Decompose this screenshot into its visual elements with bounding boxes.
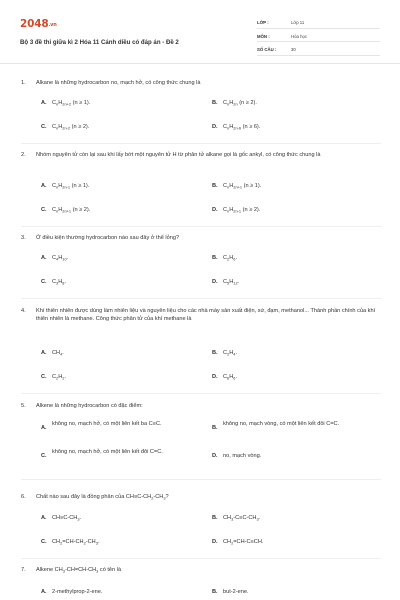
option-text: $C_3H_8$. — [52, 279, 67, 286]
option-letter: D. — [212, 374, 218, 380]
option-b[interactable] — [212, 421, 372, 433]
option-text: $C_5H_{12}$. — [223, 279, 240, 286]
question-divider — [21, 226, 381, 227]
question-stem — [21, 494, 381, 502]
option-letter: B. — [212, 255, 218, 261]
option-letter: C. — [41, 207, 47, 213]
meta-key: SỐ CÂU : — [257, 47, 277, 53]
question-text: Alkane là những hydrocarbon no, mạch hở, có công thức chung là — [36, 80, 201, 86]
option-d[interactable] — [212, 374, 382, 382]
option-letter: C. — [41, 374, 47, 380]
option-letter: B. — [212, 100, 218, 106]
option-letter: A. — [41, 350, 47, 356]
option-d[interactable] — [212, 539, 382, 547]
option-text: $CH_2=CH-CH_2-CH_3$. — [52, 539, 100, 546]
option-letter: D. — [212, 539, 218, 545]
meta-row-grade — [257, 16, 380, 29]
option-a[interactable] — [41, 100, 191, 108]
question-5 — [21, 403, 381, 459]
option-letter: C. — [41, 279, 47, 285]
option-a[interactable] — [41, 255, 191, 263]
option-text: không no, mạch vòng, có một liên kết đôi C=C. — [223, 421, 340, 427]
option-d[interactable] — [212, 279, 382, 287]
option-letter: D. — [212, 207, 218, 213]
question-stem — [21, 235, 381, 243]
header — [20, 10, 380, 62]
option-b[interactable] — [212, 100, 382, 108]
question-1 — [21, 80, 381, 131]
question-text: Khí thiên nhiên được dùng làm nhiên liệu và nguyên liệu cho các nhà máy sản xuất điện, sứ, đạm, methanol... Thành phần chính của khí thiên nhiên là methane. Công thức phân tử của khí methane là — [36, 308, 376, 322]
option-letter: D. — [212, 453, 218, 459]
option-c[interactable] — [41, 279, 191, 287]
question-text: Alkene $CH_3-CH=CH-CH_3$ có tên là — [36, 567, 122, 574]
option-c[interactable] — [41, 207, 191, 215]
question-number: 4. — [21, 308, 26, 314]
option-d[interactable] — [212, 207, 382, 215]
question-3 — [21, 235, 381, 286]
header-divider — [0, 63, 400, 64]
question-number: 3. — [21, 235, 26, 241]
question-7 — [21, 567, 381, 595]
option-b[interactable] — [212, 183, 382, 191]
option-letter: A. — [41, 100, 47, 106]
option-text: $C_nH_{2n+2}$ (n ≥ 1). — [52, 100, 91, 107]
option-a[interactable] — [41, 515, 191, 523]
option-text: $CH_3-C\equiv C-CH_3$. — [223, 515, 261, 522]
logo-text: 2048 — [20, 18, 49, 30]
option-d[interactable] — [212, 453, 382, 461]
option-text: $C_nH_{2n}$ (n ≥ 2). — [223, 100, 257, 107]
option-letter: C. — [41, 453, 47, 459]
logo-suffix: .vn — [48, 22, 57, 28]
option-text: $CH_2=CH-C\equiv CH$. — [223, 539, 264, 546]
option-text: but-2-ene. — [223, 589, 249, 595]
option-b[interactable] — [212, 350, 382, 358]
question-number: 2. — [21, 152, 26, 158]
meta-row-subject — [257, 30, 380, 43]
site-logo[interactable] — [20, 17, 57, 31]
option-text: $C_4H_{10}$. — [52, 255, 69, 262]
question-stem — [21, 308, 381, 323]
question-number: 5. — [21, 403, 26, 409]
question-number: 1. — [21, 80, 26, 86]
question-divider — [21, 143, 381, 144]
option-d[interactable] — [212, 124, 382, 132]
option-text: $C_nH_{2n-2}$ (n ≥ 2). — [52, 124, 90, 131]
option-letter: D. — [212, 124, 218, 130]
option-text: không no, mạch hở, có một liên kết ba C≡C. — [52, 421, 162, 427]
question-stem — [21, 80, 381, 88]
question-4 — [21, 308, 381, 381]
question-divider — [21, 558, 381, 559]
option-letter: A. — [41, 183, 47, 189]
option-letter: D. — [212, 279, 218, 285]
option-c[interactable] — [41, 374, 191, 382]
option-letter: A. — [41, 255, 47, 261]
option-b[interactable] — [212, 255, 382, 263]
question-number: 6. — [21, 494, 26, 500]
question-2 — [21, 152, 381, 214]
question-6 — [21, 494, 381, 546]
option-text: no, mạch vòng. — [223, 453, 262, 459]
option-text: $CH_4$. — [52, 350, 64, 357]
meta-row-count — [257, 43, 380, 56]
option-text: $C_nH_{2n+1}$ (n ≥ 2). — [52, 207, 91, 214]
question-text: Ở điều kiện thường hydrocarbon nào sau đây ở thể lỏng? — [36, 235, 180, 241]
option-letter: A. — [41, 589, 47, 595]
option-a[interactable] — [41, 589, 191, 597]
question-divider — [21, 393, 381, 394]
meta-value: 30 — [291, 47, 296, 53]
option-text: $C_2H_6$. — [223, 255, 238, 262]
question-text: Alkene là những hydrocarbon có đặc điểm: — [36, 403, 143, 409]
option-letter: A. — [41, 425, 47, 431]
option-letter: B. — [212, 589, 218, 595]
option-text: $C_nH_{2n+1}$ (n ≥ 1). — [223, 183, 262, 190]
question-stem — [21, 152, 381, 160]
option-text: $C_nH_{2n-1}$ (n ≥ 1). — [52, 183, 90, 190]
option-text: $C_2H_2$. — [52, 374, 67, 381]
question-stem — [21, 567, 381, 575]
option-letter: B. — [212, 350, 218, 356]
option-letter: B. — [212, 515, 218, 521]
question-text: Chất nào sau đây là đồng phân của $CH\equiv C-CH_2-CH_3$? — [36, 494, 169, 501]
option-a[interactable] — [41, 350, 191, 358]
option-text: 2-methylprop-2-ene. — [52, 589, 103, 595]
question-text: Nhóm nguyên tử còn lại sau khi lấy bớt một nguyên tử H từ phân tử alkane gọi là gốc ankyl, có công thức chung là — [36, 152, 321, 158]
option-text: $C_6H_6$. — [223, 374, 238, 381]
question-divider — [21, 298, 381, 299]
option-letter: B. — [212, 425, 218, 431]
option-text: $C_nH_{2n-1}$ (n ≥ 2). — [223, 207, 261, 214]
meta-box — [257, 16, 380, 57]
option-letter: A. — [41, 515, 47, 521]
meta-value: Hóa học — [291, 33, 308, 39]
option-text: không no, mạch hở, có một liên kết đôi C=C. — [52, 449, 163, 455]
meta-value: Lớp 11 — [291, 20, 305, 26]
option-b[interactable] — [212, 515, 382, 523]
option-text: $C_nH_{2n-6}$ (n ≥ 6). — [223, 124, 261, 131]
meta-key: MÔN : — [257, 33, 270, 39]
option-text: $C_2H_4$. — [223, 350, 238, 357]
option-b[interactable] — [212, 589, 382, 597]
option-c[interactable] — [41, 124, 191, 132]
question-divider — [21, 479, 381, 480]
question-number: 7. — [21, 567, 26, 573]
option-letter: B. — [212, 183, 218, 189]
document-title: Bộ 3 đề thi giữa kì 2 Hóa 11 Cánh diều có đáp án - Đề 2 — [20, 39, 179, 46]
option-a[interactable] — [41, 421, 173, 433]
option-c[interactable] — [41, 539, 191, 547]
option-c[interactable] — [41, 449, 173, 461]
option-letter: C. — [41, 124, 47, 130]
option-text: $CH\equiv C-CH_3$. — [52, 515, 82, 522]
option-a[interactable] — [41, 183, 191, 191]
question-stem — [21, 403, 381, 411]
meta-key: LỚP : — [257, 20, 269, 26]
option-letter: C. — [41, 539, 47, 545]
